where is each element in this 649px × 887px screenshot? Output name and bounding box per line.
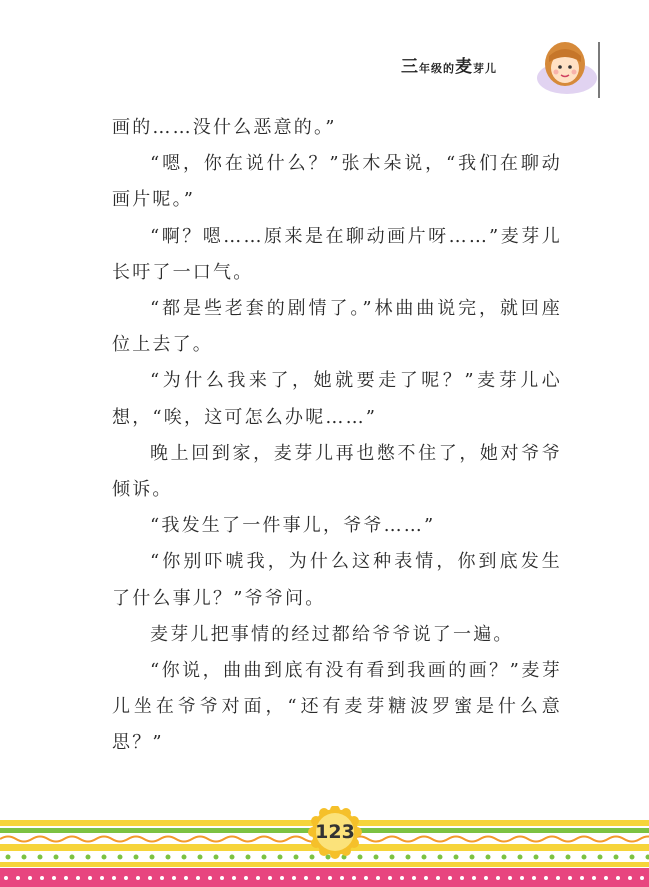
title-part-3: 麦 <box>455 57 473 77</box>
paragraph: “你说，曲曲到底有没有看到我画的画？”麦芽儿坐在爷爷对面，“还有麦芽糖波罗蜜是什么意思？” <box>112 660 562 754</box>
header-divider <box>598 42 600 98</box>
paragraph: “我发生了一件事儿，爷爷……” <box>150 515 436 537</box>
page-number: 123 <box>315 821 355 843</box>
paragraph: “都是些老套的剧情了。”林曲曲说完，就回座位上去了。 <box>112 298 562 356</box>
paragraph: 麦芽儿把事情的经过都给爷爷说了一遍。 <box>150 623 514 645</box>
title-part-4: 芽儿 <box>473 62 497 75</box>
paragraph: “为什么我来了，她就要走了呢？”麦芽儿心想，“唉，这可怎么办呢……” <box>112 370 562 428</box>
paragraph: 画的……没什么恶意的。” <box>112 117 337 138</box>
running-header <box>395 38 600 98</box>
girl-face-icon <box>531 38 597 96</box>
story-text <box>112 110 562 762</box>
paragraph: “啊？嗯……原来是在聊动画片呀……”麦芽儿长吁了一口气。 <box>112 225 562 283</box>
book-title <box>401 52 497 77</box>
paragraph: 晚上回到家，麦芽儿再也憋不住了，她对爷爷倾诉。 <box>112 442 562 501</box>
paragraph: “嗯，你在说什么？”张木朵说，“我们在聊动画片呢。” <box>112 153 562 211</box>
title-part-1: 三 <box>401 57 419 77</box>
paragraph: “你别吓唬我，为什么这种表情，你到底发生了什么事儿？”爷爷问。 <box>112 551 562 609</box>
title-part-2: 年级的 <box>419 62 455 75</box>
